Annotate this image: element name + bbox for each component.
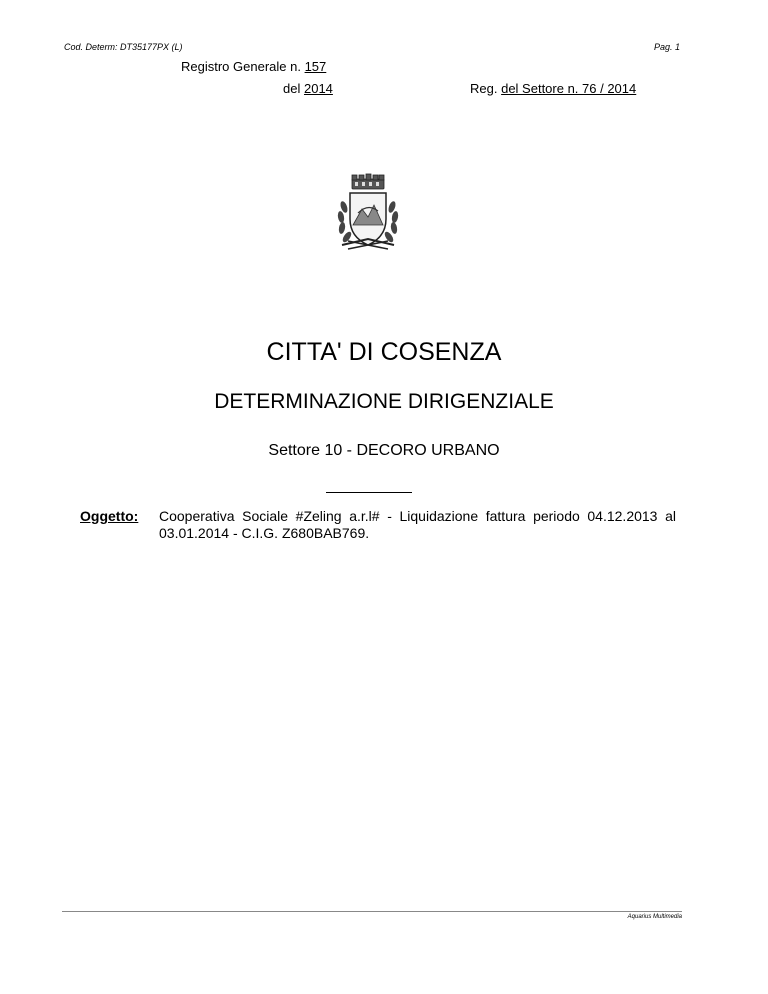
sector-register-label: Reg. (470, 81, 498, 96)
footer-rule (62, 911, 682, 912)
separator-line (326, 492, 412, 493)
sector-register-number: del Settore n. 76 / 2014 (501, 81, 637, 96)
register-year-line (283, 81, 333, 96)
register-year-label: del (283, 81, 301, 96)
general-register-line (181, 59, 326, 74)
general-register-label: Registro Generale n. (181, 59, 301, 74)
city-title: CITTA' DI COSENZA (266, 338, 502, 366)
subject-label: Oggetto: (80, 508, 139, 524)
document-type: DETERMINAZIONE DIRIGENZIALE (214, 390, 554, 413)
determination-code: Cod. Determ: DT35177PX (L) (64, 42, 183, 52)
subject-block (80, 508, 676, 542)
page-number: Pag. 1 (653, 42, 680, 52)
footer-brand: Aquarius Multimedia (627, 914, 682, 920)
subject-text: Cooperativa Sociale #Zeling a.r.l# - Liquidazione fattura periodo 04.12.2013 al 03.01.2014 - C.I.G. Z680BAB769. (159, 508, 676, 541)
sector-register-line (470, 81, 636, 96)
coat-of-arms-icon (328, 173, 408, 253)
general-register-number: 157 (304, 59, 327, 74)
sector-title: Settore 10 - DECORO URBANO (268, 442, 500, 459)
register-year: 2014 (303, 81, 333, 96)
